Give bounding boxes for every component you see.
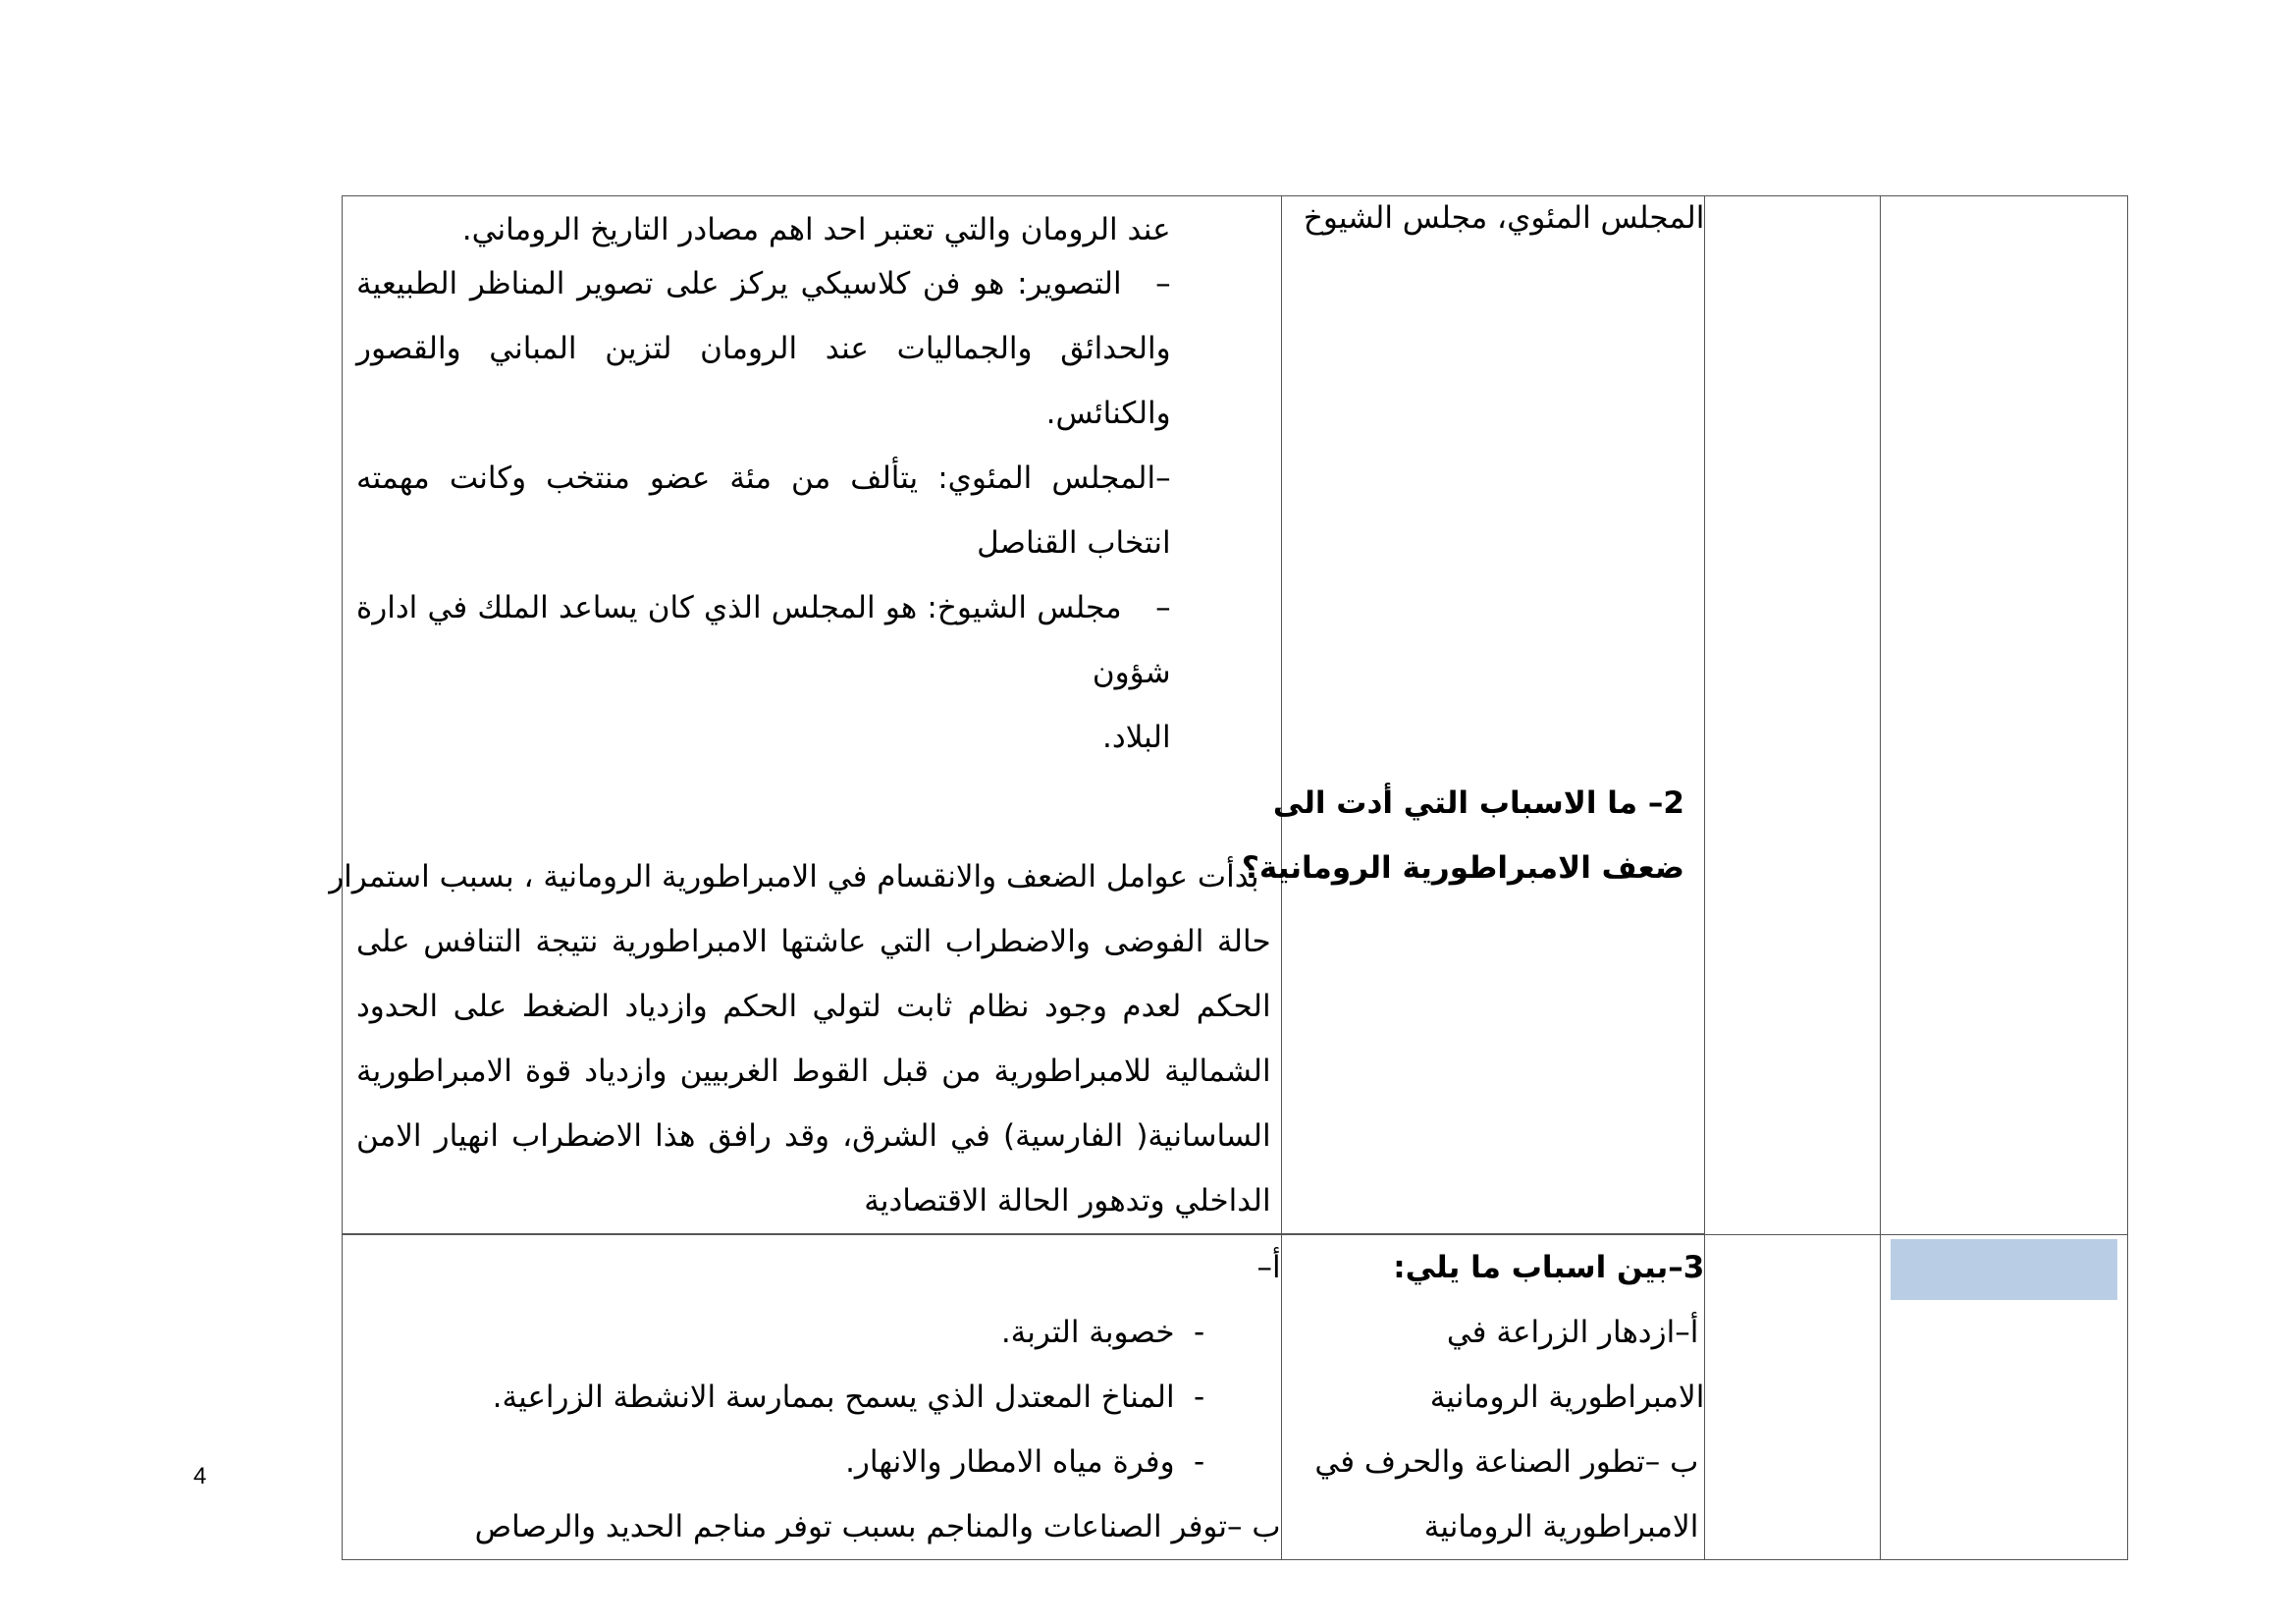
answer-cell — [343, 1235, 1282, 1560]
answer-line: والحدائق والجماليات عند الرومان لتزين المباني والقصور والكنائس. — [356, 331, 1171, 431]
answer-line: الحكم لعدم وجود نظام ثابت لتولي الحكم وازدياد الضغط على الحدود — [356, 989, 1271, 1024]
question-line: ب –تطور الصناعة والحرف في — [1314, 1444, 1699, 1480]
table-row — [343, 1235, 2128, 1560]
worksheet-table — [329, 195, 2128, 1560]
answer-line: –المجلس المئوي: يتألف من مئة عضو منتخب وكانت مهمته — [356, 460, 1171, 496]
question-title: 3–بين اسباب ما يلي: — [1393, 1250, 1705, 1285]
answer-line: انتخاب القناصل — [977, 525, 1171, 561]
question-text: المجلس المئوي، مجلس الشيوخ — [1303, 200, 1705, 236]
question-2 — [1241, 771, 1698, 900]
page-number: 4 — [193, 1463, 207, 1489]
list-item: -خصوبة التربة. — [1000, 1315, 1205, 1350]
table-row — [343, 196, 2128, 1234]
question-line: 2– ما الاسباب التي أدت الى — [1272, 785, 1684, 821]
answer-line: –التصوير: هو فن كلاسيكي يركز على تصوير المناظر الطبيعية — [356, 266, 1171, 301]
answer-line: الساسانية( الفارسية) في الشرق، وقد رافق هذا الاضطراب انهيار الامن — [356, 1118, 1271, 1154]
question-cell — [1281, 196, 1705, 1234]
answer-line: البلاد. — [1102, 720, 1171, 755]
empty-cell — [1880, 196, 2127, 1235]
answer-line: الداخلي وتدهور الحالة الاقتصادية — [864, 1183, 1271, 1218]
question-cell — [1281, 1235, 1705, 1560]
answer-cell — [329, 196, 1282, 1234]
answer-line: الشمالية للامبراطورية من قبل القوط الغربيين وازدياد قوة الامبراطورية — [356, 1054, 1271, 1089]
answer-line: ب –توفر الصناعات والمناجم بسبب توفر مناجم الحديد والرصاص — [474, 1509, 1281, 1544]
question-line: ضعف الامبراطورية الرومانية؟ — [1241, 850, 1684, 886]
highlight-cell — [1880, 1235, 2127, 1560]
empty-cell — [1705, 1235, 1880, 1560]
list-item: -وفرة مياه الامطار والانهار. — [845, 1444, 1205, 1480]
question-line: الامبراطورية الرومانية — [1429, 1380, 1705, 1415]
answer-line: عند الرومان والتي تعتبر احد اهم مصادر التاريخ الروماني. — [461, 212, 1171, 247]
answer-line: –مجلس الشيوخ: هو المجلس الذي كان يساعد الملك في ادارة شؤون — [356, 590, 1171, 690]
highlight-box — [1891, 1239, 2117, 1300]
answer-line: بدأت عوامل الضعف والانقسام في الامبراطورية الرومانية ، بسبب استمرار — [329, 859, 1259, 894]
answer-heading: أ– — [1256, 1250, 1281, 1285]
empty-cell — [1705, 196, 1880, 1235]
list-item: -المناخ المعتدل الذي يسمح بممارسة الانشطة الزراعية. — [492, 1380, 1205, 1415]
answer-line: حالة الفوضى والاضطراب التي عاشتها الامبراطورية نتيجة التنافس على — [356, 924, 1271, 959]
question-line: الامبراطورية الرومانية — [1423, 1509, 1699, 1544]
question-line: أ–ازدهار الزراعة في — [1446, 1315, 1699, 1350]
